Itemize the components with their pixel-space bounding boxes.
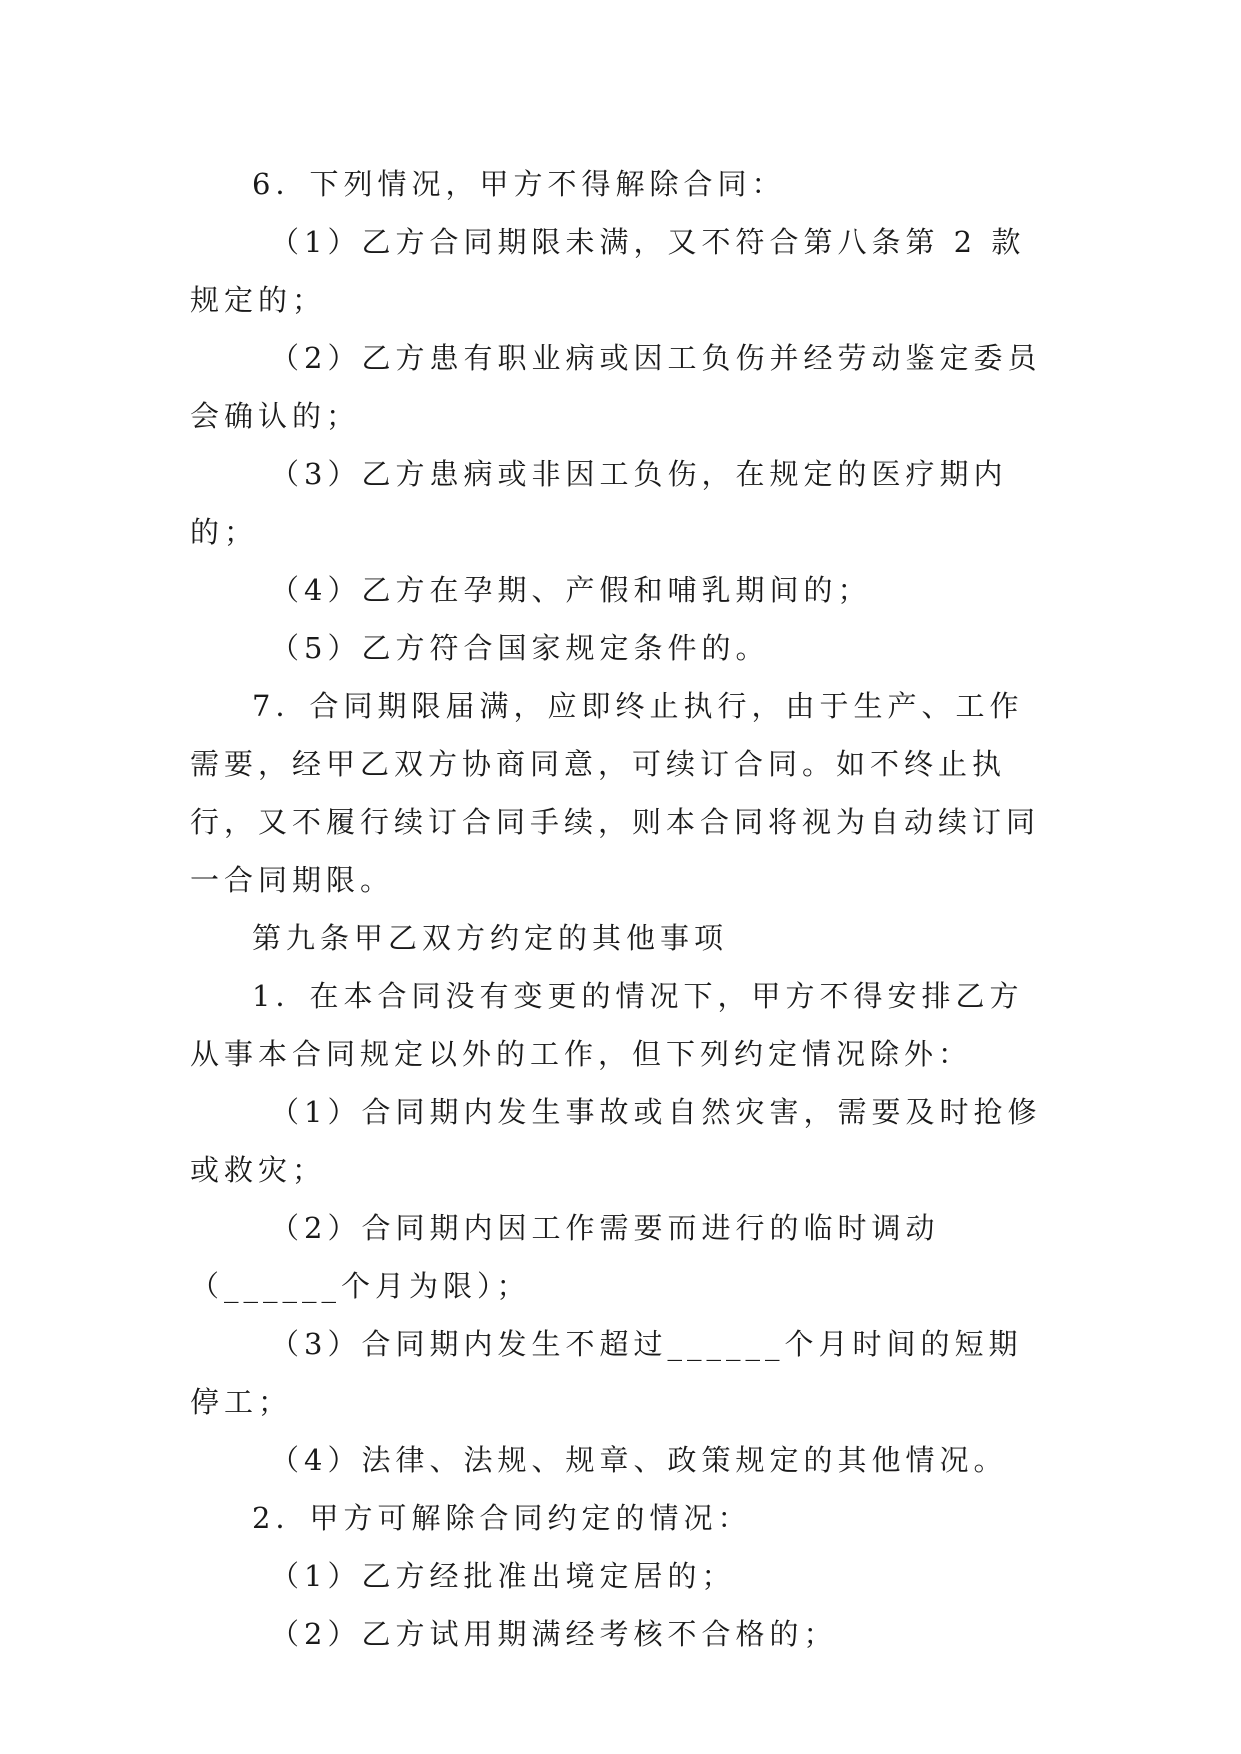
clause-subitem-3: （3）乙方患病或非因工负伤，在规定的医疗期内的； (190, 457, 1008, 549)
article-nine-heading: 第九条甲乙双方约定的其他事项 (252, 921, 729, 955)
clause-subitem-2: （2）乙方患有职业病或因工负伤并经劳动鉴定委员会确认的； (190, 341, 1042, 433)
termination-subitem-2: （2）乙方试用期满经考核不合格的； (270, 1617, 838, 1651)
clause-item-6: 6．下列情况，甲方不得解除合同： (252, 167, 786, 201)
clause-subitem-4: （4）乙方在孕期、产假和哺乳期间的； (270, 573, 872, 607)
article-nine-subitem-4: （4）法律、法规、规章、政策规定的其他情况。 (270, 1443, 1008, 1477)
article-nine-subitem-3: （3）合同期内发生不超过______个月时间的短期停工； (190, 1327, 1023, 1419)
article-nine-item-1: 1．在本合同没有变更的情况下，甲方不得安排乙方从事本合同规定以外的工作，但下列约定情况除外： (190, 979, 1024, 1071)
termination-subitem-1: （1）乙方经批准出境定居的； (270, 1559, 736, 1593)
article-nine-subitem-1: （1）合同期内发生事故或自然灾害，需要及时抢修或救灾； (190, 1095, 1042, 1187)
article-nine-subitem-2: （2）合同期内因工作需要而进行的临时调动（______个月为限）； (190, 1211, 940, 1303)
clause-item-7: 7．合同期限届满，应即终止执行，由于生产、工作需要，经甲乙双方协商同意，可续订合同。如不终止执行，又不履行续订合同手续，则本合同将视为自动续订同一合同期限。 (190, 689, 1041, 897)
article-nine-item-2: 2．甲方可解除合同约定的情况： (252, 1501, 752, 1535)
document-body (190, 155, 1050, 1663)
clause-subitem-5: （5）乙方符合国家规定条件的。 (270, 631, 770, 665)
clause-subitem-1: （1）乙方合同期限未满，又不符合第八条第 2 款规定的； (190, 225, 1026, 317)
